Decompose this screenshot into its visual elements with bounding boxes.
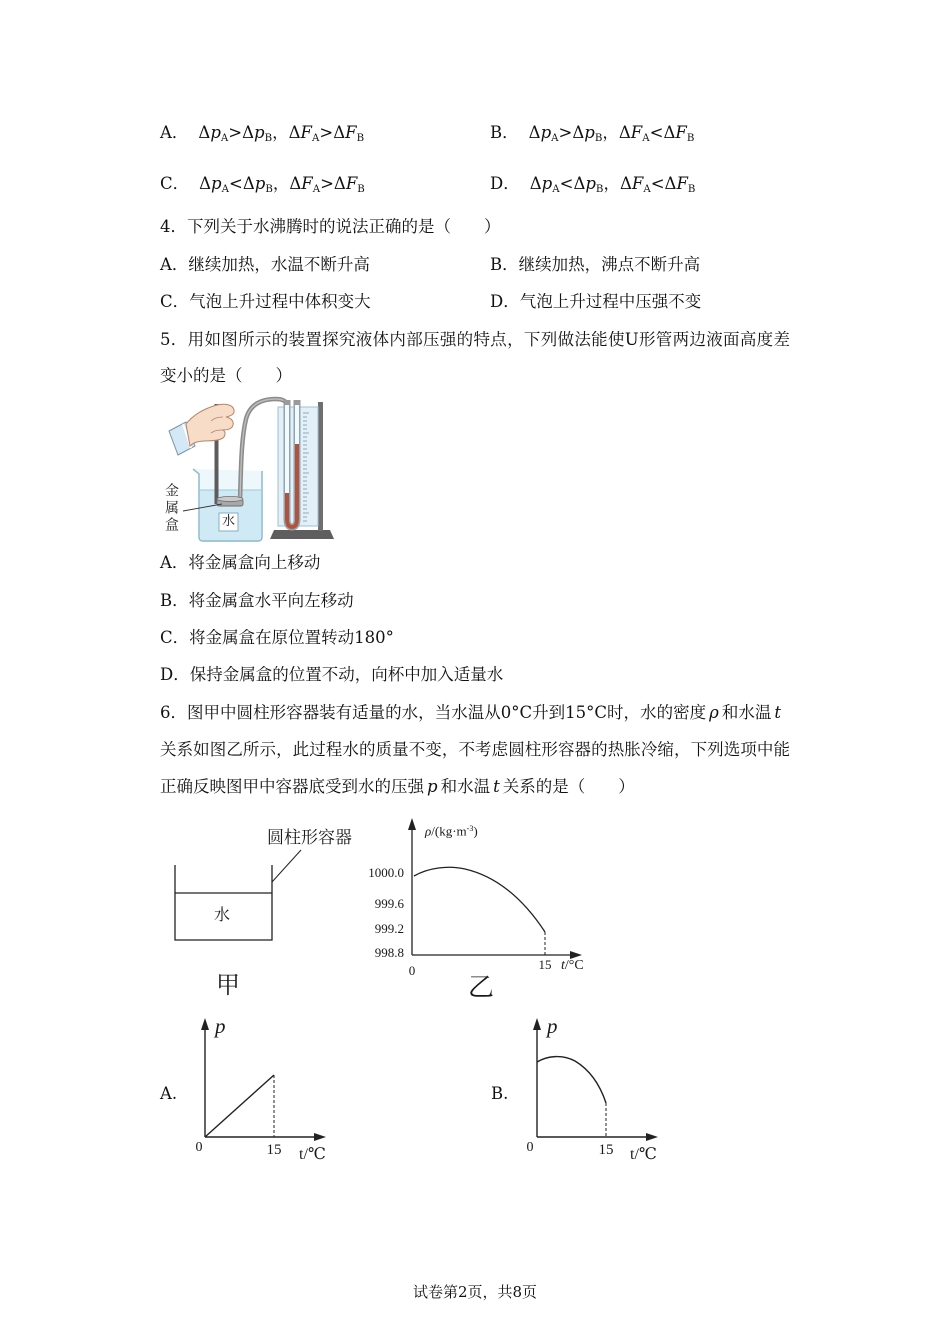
italic-variable: t — [493, 777, 500, 796]
subscript-run: A — [220, 133, 229, 145]
q5-option-a: A．将金属盒向上移动 — [160, 553, 321, 572]
text-run: < — [229, 174, 243, 193]
italic-variable: F — [301, 174, 313, 193]
text-run: Δ — [289, 174, 302, 193]
italic-variable: F — [631, 174, 644, 193]
italic-variable: p — [211, 174, 222, 193]
subscript-run: A — [642, 133, 650, 145]
q6-option-b-label: B. — [491, 1084, 509, 1103]
italic-variable: p — [254, 123, 265, 142]
option-b-x-tick: 15 — [598, 1142, 614, 1158]
text-run: Δ — [198, 123, 211, 142]
text-run: < — [559, 174, 574, 193]
superscript-run: -3 — [466, 824, 474, 833]
option-b-y-axis-label: p — [547, 1014, 558, 1038]
beaker-water-label: 水 — [221, 514, 235, 529]
option-label: A． — [160, 123, 189, 142]
hand — [169, 404, 234, 455]
italic-variable: p — [210, 123, 221, 142]
text-run: Δ — [572, 123, 585, 142]
density-y-tick: 1000.0 — [368, 865, 404, 880]
italic-variable: F — [676, 174, 688, 193]
density-x-tick: 15 — [538, 957, 552, 972]
option-label: C． — [160, 174, 190, 193]
subscript-run: A — [312, 184, 321, 196]
container-walls — [175, 865, 272, 940]
figure-yi-caption: 乙 — [467, 973, 494, 1003]
italic-variable: p — [427, 777, 438, 796]
text-run: 正确反映图甲中容器底受到水的压强 — [160, 777, 424, 796]
text-run: Δ — [529, 174, 542, 193]
text-run: ， — [272, 174, 290, 193]
text-run: < — [650, 174, 665, 193]
tube-cap-right — [294, 400, 301, 405]
density-curve — [414, 867, 545, 932]
text-run: > — [558, 123, 573, 142]
subscript-run: A — [312, 133, 320, 145]
text-run: Δ — [618, 123, 631, 142]
text-run: Δ — [333, 174, 346, 193]
text-run: 和水温 — [440, 777, 491, 796]
option-expression — [199, 174, 365, 196]
subscript-run: A — [552, 184, 560, 196]
italic-variable: p — [540, 123, 552, 142]
density-y-tick: 998.8 — [374, 945, 404, 960]
text-run: Δ — [199, 174, 212, 193]
option-label: B． — [490, 123, 519, 142]
text-run: 关系的是（ ） — [502, 777, 635, 796]
q3-option-a — [160, 122, 364, 150]
option-expression — [529, 174, 696, 196]
subscript-run: A — [221, 184, 229, 196]
q4-option-d: D．气泡上升过程中压强不变 — [490, 292, 702, 311]
density-x-axis-label — [561, 958, 584, 974]
text-run: Δ — [242, 174, 255, 193]
subscript-run: B — [264, 133, 273, 145]
text-run: < — [649, 123, 664, 142]
figure-jia-caption: 甲 — [216, 971, 240, 999]
italic-variable: F — [630, 123, 643, 142]
subscript-run: B — [356, 133, 365, 145]
cylinder-container-figure — [175, 850, 301, 940]
density-origin-label: 0 — [408, 963, 416, 978]
q6-stem-line-2 — [160, 739, 790, 761]
q3-option-c — [160, 173, 365, 201]
container-label: 圆柱形容器 — [267, 828, 352, 848]
text-run: ， — [272, 123, 289, 142]
italic-variable: F — [675, 123, 687, 142]
option-b-origin-label: 0 — [526, 1140, 534, 1155]
italic-variable: t — [561, 958, 565, 973]
text-run: 和水温 — [721, 703, 772, 722]
text-run: Δ — [619, 174, 632, 193]
subscript-run: B — [357, 184, 365, 196]
option-b-x-axis-label: t/℃ — [630, 1146, 657, 1163]
q3-option-b — [490, 122, 694, 150]
subscript-run: A — [551, 133, 559, 145]
italic-variable: ρ — [709, 703, 719, 722]
italic-variable: p — [585, 174, 596, 193]
option-a-line — [205, 1075, 274, 1137]
metal-probe-membrane — [217, 497, 243, 502]
option-a-x-tick: 15 — [266, 1142, 282, 1158]
density-y-axis-label — [425, 821, 478, 839]
subscript-run: A — [643, 184, 651, 196]
italic-variable: p — [584, 123, 595, 142]
density-y-tick: 999.6 — [374, 896, 404, 911]
text-run: Δ — [242, 123, 255, 142]
text-run: Δ — [664, 174, 677, 193]
italic-variable: ρ — [425, 823, 432, 839]
q6-stem-line-3 — [160, 776, 635, 798]
text-run: > — [228, 123, 243, 142]
italic-variable: F — [300, 123, 312, 142]
option-expression — [198, 123, 365, 145]
text-run: Δ — [288, 123, 301, 142]
option-a-y-arrow — [201, 1018, 209, 1030]
q4-stem: 4．下列关于水沸腾时的说法正确的是（ ） — [160, 217, 501, 236]
manometer-base — [270, 530, 334, 539]
italic-variable: t — [774, 703, 781, 722]
subscript-run: B — [265, 184, 273, 196]
option-b-y-arrow — [533, 1018, 541, 1030]
tube-cap-left — [284, 400, 291, 405]
q4-option-b: B．继续加热，沸点不断升高 — [490, 255, 701, 274]
container-water-label: 水 — [213, 905, 230, 924]
option-label: D． — [490, 174, 520, 193]
text-run: ， — [602, 123, 619, 142]
option-a-y-axis-label: p — [215, 1014, 226, 1038]
q5-stem-line-2: 变小的是（ ） — [160, 366, 292, 385]
text-run: Δ — [333, 123, 346, 142]
q5-option-c: C．将金属盒在原位置转动180° — [160, 628, 394, 647]
text-run: ， — [603, 174, 620, 193]
u-tube-manometer — [270, 400, 334, 539]
text-run: ) — [473, 823, 478, 839]
q5-stem-line-1: 5．用如图所示的装置探究液体内部压强的特点，下列做法能使U形管两边液面高度差 — [160, 330, 790, 349]
container-leader-line — [272, 850, 301, 882]
subscript-run: B — [595, 184, 604, 196]
text-run: /(kg·m — [431, 823, 467, 839]
text-run: Δ — [573, 174, 586, 193]
q4-option-c: C．气泡上升过程中体积变大 — [160, 292, 371, 311]
text-run: 关系如图乙所示，此过程水的质量不变，不考虑圆柱形容器的热胀冷缩，下列选项中能 — [160, 740, 790, 759]
text-run: Δ — [528, 123, 541, 142]
pressure-apparatus-figure — [169, 399, 334, 541]
manometer-post — [318, 402, 323, 531]
text-run: Δ — [663, 123, 676, 142]
text-run: 6．图甲中圆柱形容器装有适量的水，当水温从0°C升到15°C时，水的密度 — [160, 703, 707, 722]
italic-variable: F — [345, 174, 358, 193]
q5-option-b: B．将金属盒水平向左移动 — [160, 591, 354, 610]
page-footer: 试卷第2页，共8页 — [412, 1283, 538, 1301]
q3-option-d — [490, 173, 695, 201]
density-y-arrow — [408, 818, 416, 830]
option-expression — [528, 123, 695, 145]
subscript-run: B — [686, 133, 695, 145]
option-b-x-arrow — [646, 1133, 658, 1141]
option-b-curve — [537, 1057, 606, 1103]
option-a-x-arrow — [314, 1133, 326, 1141]
probe-label: 金属盒 — [163, 483, 179, 534]
italic-variable: p — [254, 174, 266, 193]
q6-stem-line-1 — [160, 702, 784, 724]
italic-variable: F — [345, 123, 357, 142]
subscript-run: B — [594, 133, 603, 145]
text-run: > — [319, 123, 334, 142]
hand-palm — [186, 404, 234, 446]
subscript-run: B — [687, 184, 696, 196]
text-run: > — [320, 174, 334, 193]
q5-option-d: D．保持金属盒的位置不动，向杯中加入适量水 — [160, 665, 504, 684]
option-a-x-axis-label: t/℃ — [299, 1146, 326, 1163]
text-run: /°C — [564, 958, 584, 973]
option-a-origin-label: 0 — [195, 1140, 203, 1155]
density-y-tick: 999.2 — [374, 921, 404, 936]
italic-variable: p — [541, 174, 553, 193]
q6-option-a-label: A. — [160, 1084, 178, 1103]
q4-option-a: A．继续加热，水温不断升高 — [160, 255, 370, 274]
